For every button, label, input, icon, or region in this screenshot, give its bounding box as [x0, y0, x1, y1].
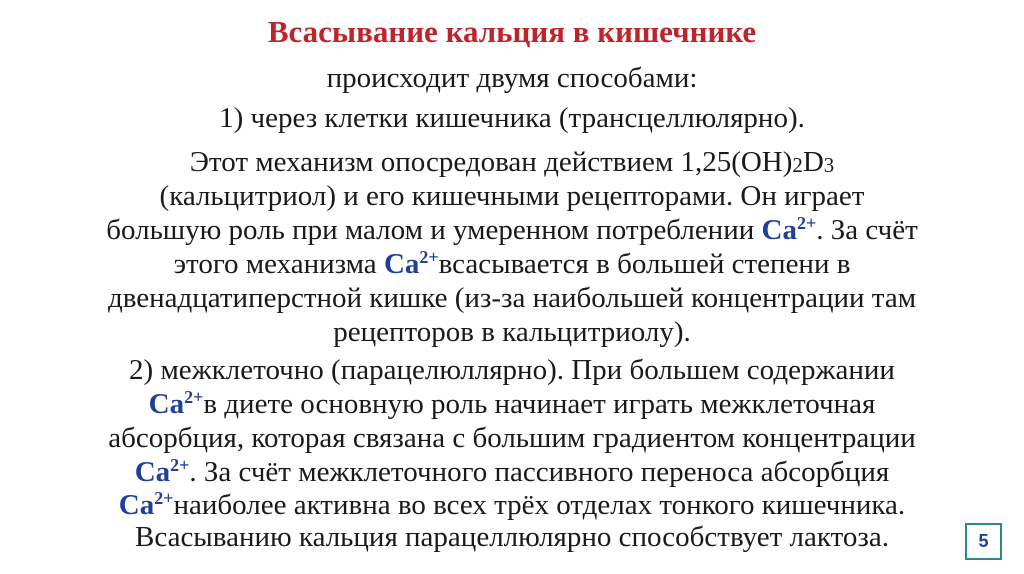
text-line — [0, 421, 1024, 455]
text-line — [0, 213, 1024, 247]
calcium-ion: $Ca^{2+}$ — [761, 213, 817, 246]
text-line — [0, 455, 1024, 489]
calcium-ion: $Ca^{2+}$ — [118, 488, 174, 521]
text-line — [0, 145, 1024, 182]
text-line — [0, 61, 1024, 95]
text-segment: этого механизма — [173, 248, 384, 280]
text-segment: рецепторов в кальцитриолу). — [333, 316, 691, 348]
text-segment: двенадцатиперстной кишке (из-за наибольшей концентрации там — [107, 282, 917, 314]
text-segment: в диете основную роль начинает играть межклеточная — [203, 388, 876, 420]
text-line — [0, 488, 1024, 522]
text-segment: (кальцитриол) и его кишечными рецепторами. Он играет — [159, 180, 865, 212]
text-segment: Всасыванию кальция парацеллюлярно способствует лактоза. — [135, 521, 889, 553]
text-segment: Этот механизм опосредован действием 1,25(OH) — [189, 146, 793, 178]
text-segment: D — [802, 146, 824, 178]
text-segment: абсорбция, которая связана с большим градиентом концентрации — [108, 422, 916, 454]
subscript: 3 — [823, 153, 835, 178]
text-segment: всасывается в большей степени в — [438, 248, 851, 280]
text-segment: большую роль при малом и умеренном потреблении — [106, 214, 762, 246]
text-line — [0, 281, 1024, 315]
text-line — [0, 247, 1024, 281]
text-line — [0, 101, 1024, 135]
text-segment: . За счёт межклеточного пассивного переноса абсорбция — [189, 456, 890, 488]
text-segment: происходит двумя способами: — [326, 62, 698, 94]
text-segment: 1) через клетки кишечника (трансцеллюлярно). — [219, 102, 805, 134]
page-number: 5 — [965, 523, 1002, 560]
calcium-ion: $Ca^{2+}$ — [134, 455, 190, 488]
text-line — [0, 315, 1024, 349]
text-line — [0, 353, 1024, 387]
calcium-ion: $Ca^{2+}$ — [148, 387, 204, 420]
text-segment: 2) межклеточно (парацелюллярно). При большем содержании — [129, 354, 895, 386]
subscript: 2 — [792, 153, 803, 178]
calcium-ion: $Ca^{2+}$ — [383, 247, 439, 280]
slide-title: Всасывание кальция в кишечнике — [267, 14, 757, 49]
text-segment: . За счёт — [816, 214, 918, 246]
text-line — [0, 520, 1024, 554]
text-line — [0, 387, 1024, 421]
text-line — [0, 179, 1024, 213]
text-segment: наиболее активна во всех трёх отделах тонкого кишечника. — [173, 489, 906, 521]
